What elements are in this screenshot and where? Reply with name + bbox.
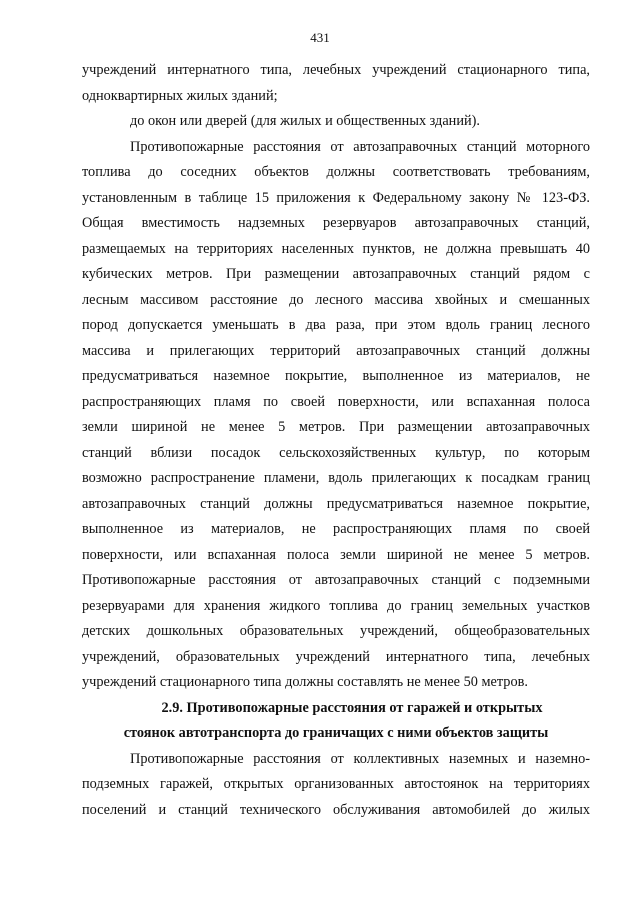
text-line: Противопожарные расстояния от автозаправочных станций моторного [130, 138, 590, 155]
text-line: пород допускается уменьшать в два раза, при этом вдоль границ лесного [82, 317, 590, 333]
text-line: предусматриваться наземное покрытие, выполненное из материалов, не [82, 368, 590, 384]
text-line: массива и прилегающих территорий автозаправочных станций должны [82, 342, 590, 359]
text-line: подземных гаражей, открытых организованных автостоянок на территориях [82, 776, 590, 792]
text-line: поселений и станций технического обслуживания автомобилей до жилых [82, 801, 590, 818]
page-number: 431 [310, 30, 330, 45]
text-line: поверхности, или вспаханная полоса земли шириной не менее 5 метров. [82, 546, 590, 563]
text-line: кубических метров. При размещении автозаправочных станций рядом с [82, 266, 590, 282]
text-line: лесным массивом расстояние до лесного массива хвойных и смешанных [82, 291, 590, 308]
text-line: земли шириной не менее 5 метров. При размещении автозаправочных [82, 419, 590, 435]
text-line: Общая вместимость надземных резервуаров автозаправочных станций, [82, 215, 590, 231]
text-line: Противопожарные расстояния от автозаправочных станций с подземными [82, 572, 590, 588]
text-line: размещаемых на территориях населенных пунктов, не должна превышать 40 [82, 240, 590, 257]
text-line: детских дошкольных образовательных учреждений, общеобразовательных [82, 623, 590, 639]
body-text [82, 58, 590, 823]
text-line: автозаправочных станций должны предусматриваться наземное покрытие, [82, 495, 590, 512]
text-line: распространяющих пламя по своей поверхности, или вспаханная полоса [82, 393, 590, 410]
text-line: учреждений, образовательных учреждений интернатного типа, лечебных [82, 648, 590, 665]
text-line: установленным в таблице 15 приложения к Федеральному закону № 123-ФЗ. [82, 189, 590, 206]
text-line: учреждений интернатного типа, лечебных учреждений стационарного типа, [82, 62, 590, 78]
section-heading-line: 2.9. Противопожарные расстояния от гаражей и открытых [161, 699, 543, 716]
text-line: станций вблизи посадок сельскохозяйственных культур, по которым [82, 444, 590, 461]
text-line: Противопожарные расстояния от коллективных наземных и наземно- [130, 750, 590, 767]
text-line: выполненное из материалов, не распространяющих пламя по своей [82, 521, 590, 537]
text-line: до окон или дверей (для жилых и общественных зданий). [130, 113, 480, 129]
text-line: учреждений стационарного типа должны составлять не менее 50 метров. [82, 674, 528, 690]
section-heading-line: стоянок автотранспорта до граничащих с ними объектов защиты [123, 725, 549, 741]
text-line: топлива до соседних объектов должны соответствовать требованиям, [82, 164, 590, 180]
text-line: резервуарами для хранения жидкого топлива до границ земельных участков [82, 597, 590, 614]
text-line: одноквартирных жилых зданий; [82, 87, 278, 104]
text-line: возможно распространение пламени, вдоль прилегающих к посадкам границ [82, 470, 590, 486]
